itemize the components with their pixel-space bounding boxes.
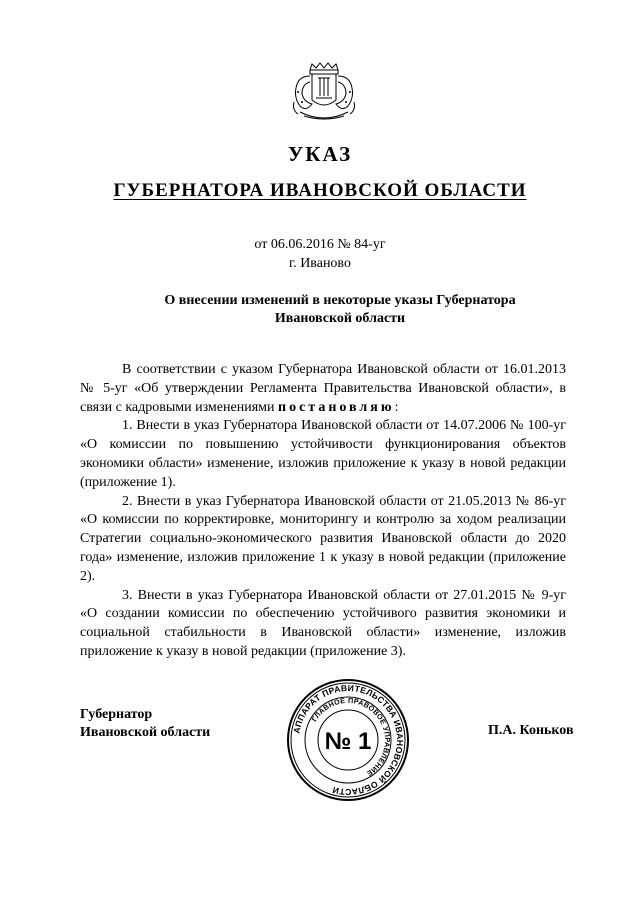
issuer-title: ГУБЕРНАТОРА ИВАНОВСКОЙ ОБЛАСТИ [113, 180, 527, 201]
document-title: УКАЗ [287, 142, 353, 166]
subject-line: О внесении изменений в некоторые указы Губернатора [164, 293, 516, 308]
resolve-word: постановляю [278, 399, 395, 415]
official-stamp [286, 678, 410, 802]
document-city: г. Иваново [289, 256, 351, 271]
signatory-name: П.А. Коньков [488, 723, 574, 738]
item-paragraph: 2. Внести в указ Губернатора Ивановской области от 21.05.2013 № 86-уг «О комиссии по корректировке, мониторингу и контролю за ходом реализации Стратегии социально-экономического развития Ивановской области до 2020 года» изменение, изложив приложение 1 к указу в новой редакции (приложение 2). [80, 493, 566, 584]
position-line: Ивановской области [80, 725, 211, 740]
intro-text: В соответствии с указом Губернатора Ивановской области от 16.01.2013 № 5-уг «Об утверждении Регламента Правительства Ивановской области», в связи с кадровыми изменениями [80, 362, 566, 415]
stamp-outer-text: АППАРАТ ПРАВИТЕЛЬСТВА ИВАНОВСКОЙ ОБЛАСТИ [291, 682, 406, 798]
signatory-position [80, 706, 210, 742]
resolve-colon: : [394, 399, 399, 415]
document-subtitle [0, 180, 640, 202]
position-line: Губернатор [80, 707, 153, 722]
intro-paragraph [80, 361, 566, 417]
subject-line: Ивановской области [274, 311, 406, 326]
item-paragraph: 1. Внести в указ Губернатора Ивановской области от 14.07.2006 № 100-уг «О комиссии по повышению устойчивости функционирования объектов экономики области» изменение, изложив приложение к указу в новой редакции (приложение 1). [80, 418, 566, 490]
document-subject [150, 292, 530, 328]
coat-of-arms-icon [290, 62, 358, 124]
stamp-number: № 1 [324, 728, 372, 755]
document-body [80, 361, 566, 662]
item-paragraph: 3. Внести в указ Губернатора Ивановской области от 27.01.2015 № 9-уг «О создании комиссии по обеспечению устойчивого развития экономики и социальной стабильности в Ивановской области» изменение, изложив приложение к указу в новой редакции (приложение 3). [80, 587, 566, 659]
stamp-inner-text: ГЛАВНОЕ ПРАВОВОЕ УПРАВЛЕНИЕ [309, 695, 393, 779]
document-date-number: от 06.06.2016 № 84-уг [254, 237, 386, 252]
